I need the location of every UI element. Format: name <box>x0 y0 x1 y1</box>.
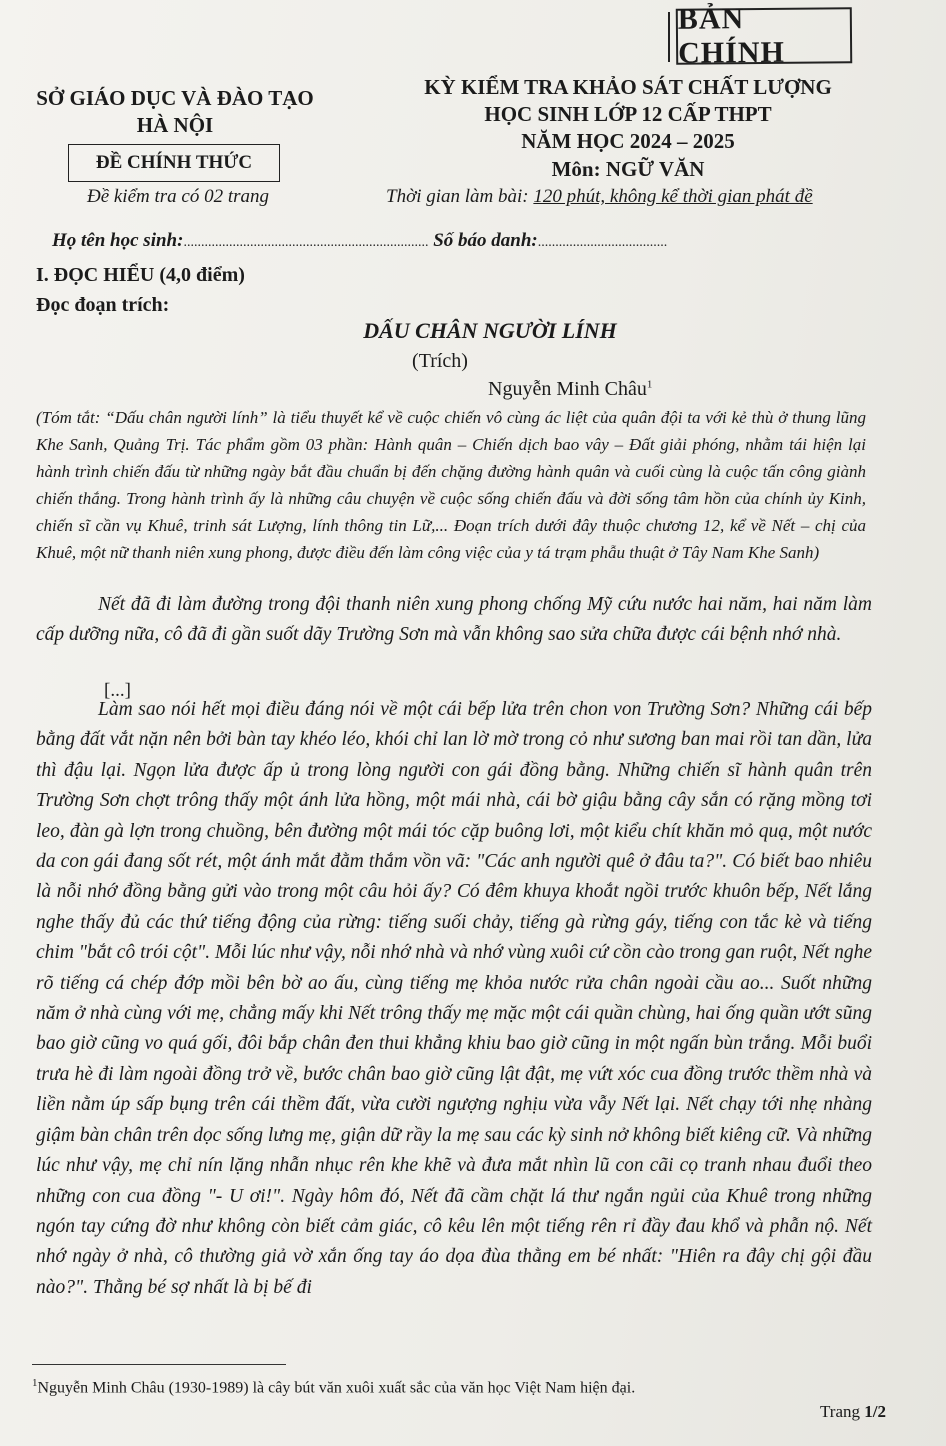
excerpt-subtitle: (Trích) <box>412 350 468 372</box>
subject: Môn: NGỮ VĂN <box>551 157 705 181</box>
student-name-dots: ...................................................................... <box>183 235 429 250</box>
paragraph-1: Nết đã đi làm đường trong đội thanh niên xung phong chống Mỹ cứu nước hai năm, hai năm làm cấp dưỡng nữa, cô đã đi gần suốt dãy Trường Sơn mà vẫn không sao sửa chữa được cái bệnh nhớ nhà. <box>36 594 872 646</box>
exam-title: KỲ KIỂM TRA KHẢO SÁT CHẤT LƯỢNG <box>424 75 832 99</box>
footnote-mark: 1 <box>32 1377 38 1389</box>
student-line <box>52 230 667 252</box>
official-label: ĐỀ CHÍNH THỨC <box>68 144 280 182</box>
page-value: 1/2 <box>864 1402 886 1421</box>
paragraph-2: Làm sao nói hết mọi điều đáng nói về một cái bếp lửa trên chon von Trường Sơn? Những cái bếp bằng đất vắt nặn nên bởi bàn tay khéo léo, khói chỉ lan lờ mờ trong cỏ như sương ban mai rồi tan dần, lửa thì đậu lại. Ngọn lửa được ấp ủ trong lòng người con gái đồng bằng. Những chiến sĩ hành quân trên Trường Sơn chợt trông thấy một ánh lửa hồng, một mái nhà, cái bờ giậu bằng cây sắn có rặng mồng tơi leo, đàn gà lợn trong chuồng, bên đường một mái tóc cặp buông lơi, một kiểu chít khăn mỏ quạ, một nước da con gái đang sốt rét, một ánh mắt đằm thắm vồn vã: "Các anh người quê ở đâu ta?". Có biết bao nhiêu là nỗi nhớ đồng bằng gửi vào trong một câu hỏi ấy? Có đêm khuya khoắt ngồi trước khuôn bếp, Nết lắng nghe thấy đủ các thứ tiếng động của rừng: tiếng suối chảy, tiếng gà rừng gáy, tiếng con tắc kè và tiếng chim "bắt cô trói cột". Mỗi lúc như vậy, nỗi nhớ nhà và nhớ vùng xuôi cứ cồn cào trong gan ruột, Nết nghe rõ tiếng cá chép đớp mồi bên bờ ao ấu, cùng tiếng mẹ khỏa nước rửa chân ngoài cầu ao... Suốt những năm ở nhà cùng với mẹ, chẳng mấy khi Nết trông thấy mẹ mặc một cái quần chùng, hai ống quần ướt sũng bao giờ cũng vo quá gối, đôi bắp chân đen thui khẳng khiu bao giờ cũng in một ngấn bùn trắng. Mỗi buổi trưa hè đi làm ngoài đồng trở về, bước chân bao giờ cũng lật đật, mẹ vứt xóc cua đồng trước thềm nhà và liền nằm úp sấp bụng trên cái thềm đất, vừa cười ngượng nghịu vừa vẫy Nết lại. Nết chạy tới nhẹ nhàng giậm bàn chân trên dọc sống lưng mẹ, giận dữ rầy la mẹ sau các kỳ sinh nở không biết kiêng cữ. Và những lúc như vậy, mẹ chỉ nín lặng nhẫn nhục rên khe khẽ và đưa mắt nhìn lũ con cãi cọ tranh nhau đuổi theo những con cua đồng "- U ơi!". Ngày hôm đó, Nết đã cầm chặt lá thư ngắn ngủi của Khuê trong những ngón tay cứng đờ như không còn biết cảm giác, cô kêu lên một tiếng rên rỉ đầy đau khổ và phẫn nộ. Nết nhớ ngày ở nhà, cô thường giả vờ xắn ống tay áo dọa đùa thằng em bé nhất: "Hiên ra đây chị gội đầu nào?". Thằng bé sợ nhất là bị bế đi <box>36 699 872 1298</box>
student-name-label: Họ tên học sinh: <box>52 230 184 251</box>
department-name: SỞ GIÁO DỤC VÀ ĐÀO TẠO <box>36 86 314 110</box>
author-footnote-mark: 1 <box>646 378 653 391</box>
ellipsis-marker: [...] <box>104 680 131 701</box>
author-name: Nguyễn Minh Châu <box>488 378 647 400</box>
student-id-dots: ..................................... <box>537 235 668 250</box>
time-info <box>386 186 866 208</box>
excerpt-author <box>488 378 652 401</box>
footnote-divider <box>32 1364 286 1365</box>
footnote <box>32 1377 635 1397</box>
pages-note: Đề kiểm tra có 02 trang <box>86 186 270 207</box>
time-value: 120 phút, không kể thời gian phát đề <box>533 186 813 207</box>
school-year: NĂM HỌC 2024 – 2025 <box>521 129 735 153</box>
excerpt-title: DẤU CHÂN NGƯỜI LÍNH <box>363 318 617 343</box>
page-number <box>820 1402 886 1422</box>
original-stamp: BẢN CHÍNH <box>676 7 852 65</box>
footnote-text: Nguyễn Minh Châu (1930-1989) là cây bút văn xuôi xuất sắc của văn học Việt Nam hiện đại. <box>37 1379 636 1397</box>
section-title: I. ĐỌC HIỂU (4,0 điểm) <box>36 264 245 286</box>
stamp-bar <box>668 12 670 62</box>
section-instruction: Đọc đoạn trích: <box>36 294 170 316</box>
exam-grade: HỌC SINH LỚP 12 CẤP THPT <box>484 102 772 126</box>
page-label: Trang <box>820 1402 860 1421</box>
city-name: HÀ NỘI <box>136 113 214 137</box>
time-label: Thời gian làm bài: <box>386 186 529 207</box>
excerpt-summary: (Tóm tắt: “Dấu chân người lính” là tiểu thuyết kể về cuộc chiến vô cùng ác liệt của quân đội ta với kẻ thù ở thung lũng Khe Sanh, Quảng Trị. Tác phẩm gồm 03 phần: Hành quân – Chiến dịch bao vây – Đất giải phóng, nhằm tái hiện lại hành trình chiến đấu từ những ngày bắt đầu chuẩn bị đến chặng đường hành quân và cuối cùng là cuộc tấn công giành chiến thắng. Trong hành trình ấy là những câu chuyện về cuộc sống chiến đấu và đời sống tâm hồn của chính ủy Kinh, chiến sĩ cần vụ Khuê, trinh sát Lượng, lính thông tin Lữ,... Đoạn trích dưới đây thuộc chương 12, kể về Nết – chị của Khuê, một nữ thanh niên xung phong, được điều đến làm công việc của y tá trạm phẫu thuật ở Tây Nam Khe Sanh) <box>36 408 866 562</box>
student-id-label: Số báo danh: <box>433 230 538 251</box>
